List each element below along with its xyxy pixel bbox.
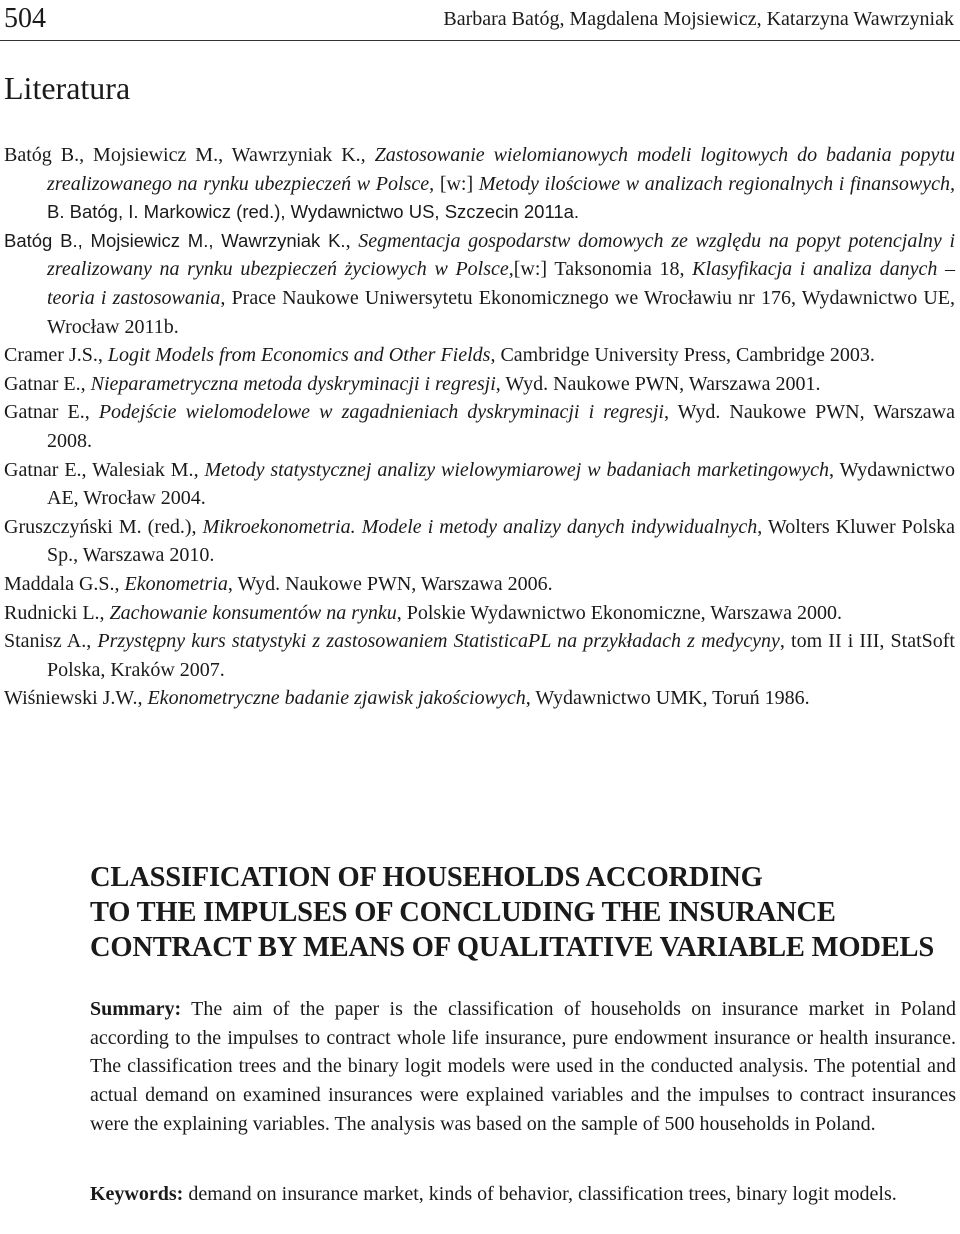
reference-text: , [99, 601, 110, 624]
reference-item [4, 456, 955, 513]
page-number: 504 [4, 3, 46, 34]
reference-publisher: B. Batóg, I. Markowicz (red.), Wydawnictwo US, Szczecin 2011a. [47, 201, 580, 223]
reference-publisher: , Wyd. Naukowe PWN, Warszawa 2006. [227, 572, 553, 595]
reference-title: Metody statystycznej analizy wielowymiarowej w badaniach marketingowych [204, 458, 830, 481]
reference-publisher: , Prace Naukowe Uniwersytetu Ekonomicznego we Wrocławiu nr 176, Wydawnictwo UE, Wrocław 2011b. [47, 286, 955, 338]
reference-author: Cramer J.S. [4, 344, 98, 367]
reference-title: Podejście wielomodelowe w zagadnieniach dyskryminacji i regresji [98, 401, 664, 424]
keywords-text: demand on insurance market, kinds of behavior, classification trees, binary logit models. [183, 1183, 897, 1205]
reference-publisher: , tom II i III, StatSoft Polska, Kraków 2007. [47, 630, 955, 681]
reference-publisher: , Wydawnictwo UMK, Toruń 1986. [525, 687, 810, 710]
reference-title: Mikroekonometria. Modele i metody analizy danych indywidualnych [202, 515, 758, 538]
reference-text: , [137, 687, 148, 710]
reference-item [4, 513, 955, 570]
summary-paragraph [90, 995, 956, 1139]
reference-publisher: , Wydawnictwo AE, Wrocław 2004. [47, 458, 956, 510]
reference-item [4, 570, 955, 599]
title-line: CLASSIFICATION OF HOUSEHOLDS ACCORDING [90, 862, 763, 893]
reference-item [4, 627, 955, 684]
keywords-label: Keywords: [90, 1183, 184, 1205]
reference-title: Ekonometria [124, 572, 228, 595]
reference-publisher: , Polskie Wydawnictwo Ekonomiczne, Warszawa 2000. [396, 601, 842, 624]
reference-text: , [191, 515, 203, 538]
reference-text: [w:] Taksonomia 18, [513, 258, 693, 281]
reference-collection: Metody ilościowe w analizach regionalnych i finansowych, [478, 172, 956, 195]
reference-text: , [86, 630, 98, 653]
reference-title: Przystępny kurs statystyki z zastosowaniem StatisticaPL na przykładach z medycyny [97, 630, 780, 653]
reference-author: Gruszczyński M. (red.) [4, 515, 192, 538]
reference-author: Maddala G.S. [4, 572, 115, 595]
reference-text: , [114, 572, 125, 595]
reference-author: Stanisz A. [4, 630, 87, 653]
reference-item [4, 398, 955, 455]
title-line: CONTRACT BY MEANS OF QUALITATIVE VARIABLE MODELS [90, 932, 934, 963]
reference-publisher: , Wyd. Naukowe PWN, Warszawa 2001. [495, 372, 821, 395]
reference-author: Wiśniewski J.W. [4, 687, 138, 710]
reference-author: Rudnicki L. [4, 601, 100, 624]
reference-text: , [97, 344, 108, 367]
reference-title: Ekonometryczne badanie zjawisk jakościowych [147, 687, 526, 710]
reference-text: , [345, 229, 359, 252]
reference-list [4, 141, 955, 713]
reference-item [4, 141, 955, 227]
reference-author: Batóg B., Mojsiewicz M., Wawrzyniak K. [4, 229, 346, 251]
reference-item [4, 370, 955, 399]
reference-publisher: , Wyd. Naukowe PWN, Warszawa 2008. [47, 401, 955, 452]
reference-author: Gatnar E. [4, 372, 81, 395]
running-head-authors: Barbara Batóg, Magdalena Mojsiewicz, Katarzyna Wawrzyniak [443, 8, 954, 30]
literature-heading: Literatura [4, 70, 131, 106]
summary-label: Summary: [90, 998, 182, 1020]
reference-text: [w:] [439, 172, 479, 195]
reference-author: Gatnar E., Walesiak M. [4, 458, 194, 481]
english-title [90, 860, 950, 965]
title-line: TO THE IMPULSES OF CONCLUDING THE INSURANCE [90, 897, 836, 928]
reference-text: , [84, 401, 99, 424]
reference-title: Nieparametryczna metoda dyskryminacji i regresji [90, 372, 496, 395]
keywords-paragraph [90, 1180, 956, 1209]
reference-publisher: , Wolters Kluwer Polska Sp., Warszawa 2010. [47, 515, 956, 567]
reference-title: Segmentacja gospodarstw domowych ze względu na popyt potencjalny i zrealizowany na rynku ubezpieczeń życiowych w Polsce, [47, 229, 955, 281]
reference-title: , Zastosowanie wielomianowych modeli logitowych do badania popytu zrealizowanego na rynku ubezpieczeń w Polsce, [47, 144, 955, 195]
reference-item [4, 599, 955, 628]
reference-item [4, 684, 955, 713]
reference-publisher: , Cambridge University Press, Cambridge 2003. [490, 344, 875, 367]
reference-collection: Klasyfikacja i analiza danych – teoria i zastosowania [47, 258, 955, 309]
reference-title: Zachowanie konsumentów na rynku [109, 601, 397, 624]
reference-text: , [193, 458, 205, 481]
reference-title: Logit Models from Economics and Other Fields [107, 344, 491, 367]
reference-author: Gatnar E. [4, 401, 85, 424]
summary-text: The aim of the paper is the classification of households on insurance market in Poland according to the impulses to contract whole life insurance, pure endowment insurance or health insurance. The classification trees and the binary logit models were used in the conducted analysis. The potential and actual demand on examined insurances were explained variables and the impulses to contract insurances were the explaining variables. The analysis was based on the sample of 500 households in Poland. [90, 998, 956, 1135]
page-header [0, 0, 960, 41]
reference-text: , [80, 372, 91, 395]
reference-author: Batóg B., Mojsiewicz M., Wawrzyniak K. [4, 144, 361, 166]
reference-item [4, 227, 955, 341]
reference-item [4, 341, 955, 370]
